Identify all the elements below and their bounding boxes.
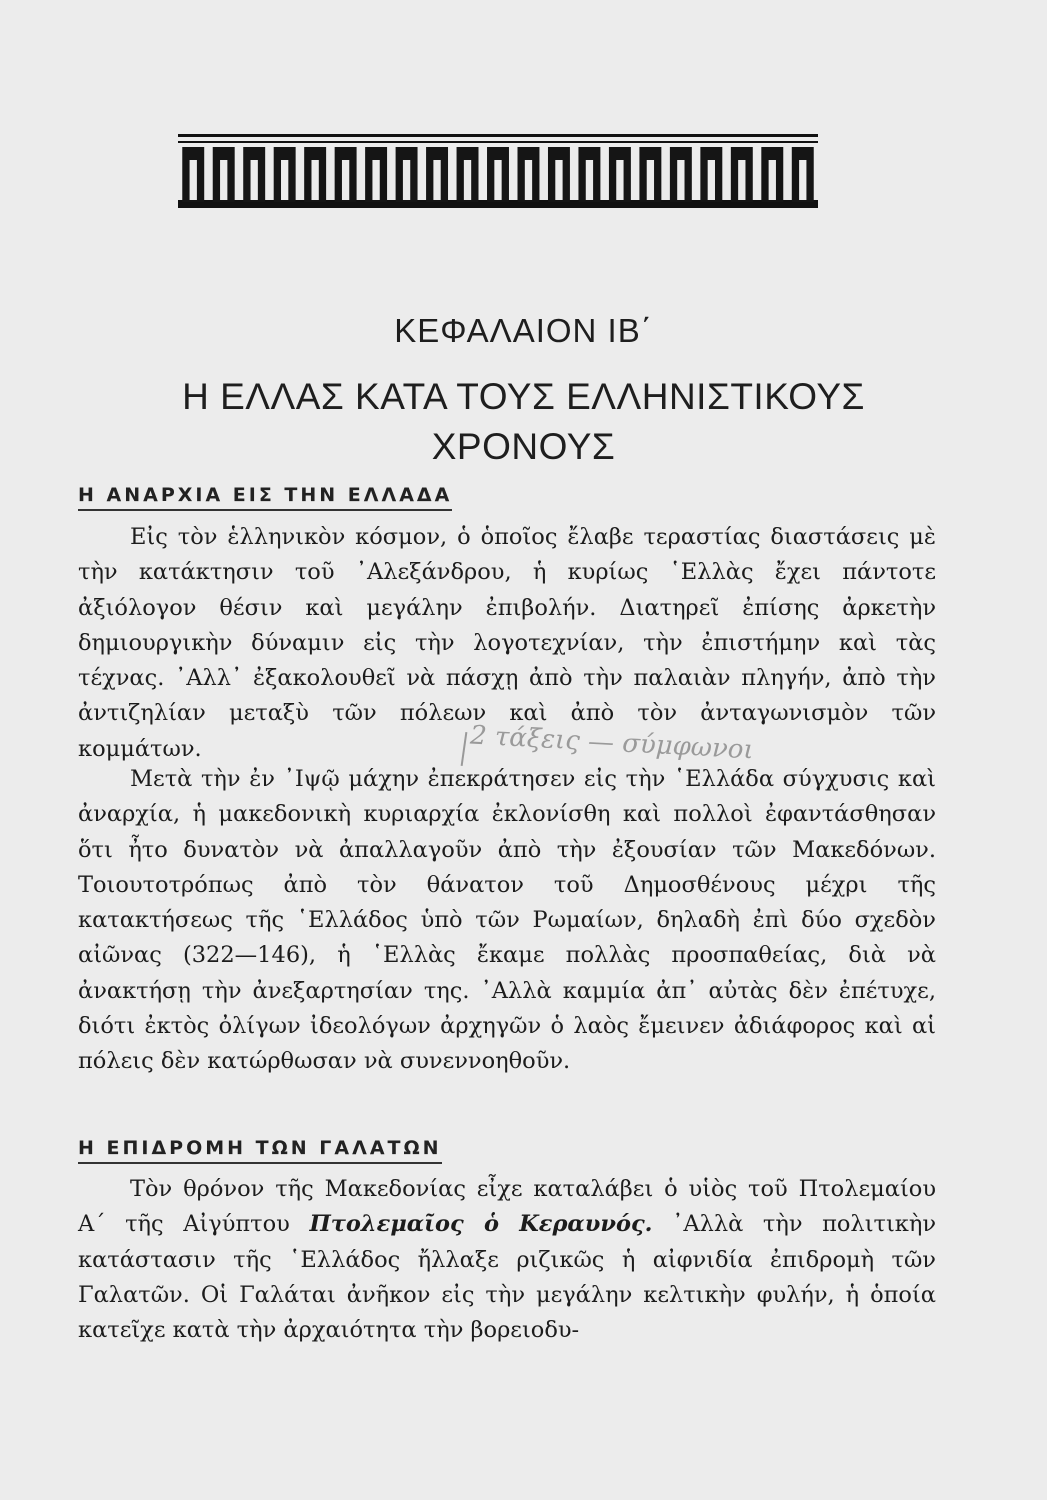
paragraph-text: Μετὰ τὴν ἐν ᾿Ιψῷ μάχην ἐπεκράτησεν εἰς τὴν ῾Ελλάδα σύγχυσις καὶ ἀναρχία, ἡ μακεδονικὴ κυριαρχία ἐκλονίσθη καὶ πολλοὶ ἐφαντάσθησαν ὅτι ἦτο δυνατὸν νὰ ἀπαλλαγοῦν ἀπὸ τὴν ἐξουσίαν τῶν Μακεδόνων. Τοιουτοτρόπως ἀπὸ τὸν θάνατον τοῦ Δημοσθένους μέχρι τῆς κατακτήσεως τῆς ῾Ελλάδος ὑπὸ τῶν Ρωμαίων, δηλαδὴ ἐπὶ δύο σχεδὸν αἰῶνας (322—146), ἡ ῾Ελλὰς ἔκαμε πολλὰς προσπαθείας, διὰ νὰ ἀνακτήσῃ τὴν ἀνεξαρτησίαν της. ᾿Αλλὰ καμμία ἀπ᾿ αὐτὰς δὲν ἐπέτυχε, διότι ἐκτὸς ὀλίγων ἰδεολόγων ἀρχηγῶν ὁ λαὸς ἔμεινεν ἀδιάφορος καὶ αἱ πόλεις δὲν κατώρθωσαν νὰ συνεννοηθοῦν. bbox=[78, 766, 936, 1075]
paragraph bbox=[78, 762, 936, 1080]
paragraph-text-start: Τὸν θρόνον τῆς Μακεδονίας εἶχε καταλάβει ὁ υἱὸς τοῦ Πτολεμαίου Α΄ τῆς Αἰγύπτου bbox=[78, 1176, 936, 1238]
handwritten-margin-note: 2 τάξεις — σύμφωνοι bbox=[469, 720, 755, 766]
chapter-title bbox=[0, 372, 1047, 472]
section-heading-galatians: Η ΕΠΙΔΡΟΜΗ ΤΩΝ ΓΑΛΑΤΩΝ bbox=[78, 1137, 442, 1164]
emphasized-name: Πτολεμαῖος ὁ Κεραυνός. bbox=[309, 1211, 653, 1238]
paragraph-text: Εἰς τὸν ἑλληνικὸν κόσμον, ὁ ὁποῖος ἔλαβε τεραστίας διαστάσεις μὲ τὴν κατάκτησιν τοῦ ᾿Αλεξάνδρου, ἡ κυρίως ῾Ελλὰς ἔχει πάντοτε ἀξιόλογον θέσιν καὶ μεγάλην ἐπιβολήν. Διατηρεῖ ἐπίσης ἀρκετὴν δημιουργικὴν δύναμιν εἰς τὴν λογοτεχνίαν, τὴν ἐπιστήμην καὶ τὰς τέχνας. ᾿Αλλ᾿ ἐξακολουθεῖ νὰ πάσχῃ ἀπὸ τὴν παλαιὰν πληγήν, ἀπὸ τὴν ἀντιζηλίαν μεταξὺ τῶν πόλεων καὶ ἀπὸ τὸν ἀνταγωνισμὸν τῶν κομμάτων. bbox=[78, 524, 936, 762]
section-heading-anarchy: Η ΑΝΑΡΧΙΑ ΕΙΣ ΤΗΝ ΕΛΛΑΔΑ bbox=[78, 484, 452, 511]
chapter-title-line-2: ΧΡΟΝΟΥΣ bbox=[431, 426, 616, 467]
arcade-ornament bbox=[178, 130, 818, 210]
paragraph-text bbox=[78, 1172, 936, 1348]
chapter-title-line-1: Η ΕΛΛΑΣ ΚΑΤΑ ΤΟΥΣ ΕΛΛΗΝΙΣΤΙΚΟΥΣ bbox=[182, 376, 865, 417]
paragraph-text-end: ᾿Αλλὰ τὴν πολιτικὴν κατάστασιν τῆς ῾Ελλάδος ἤλλαξε ριζικῶς ἡ αἰφνιδία ἐπιδρομὴ τῶν Γαλατῶν. Οἱ Γαλάται ἀνῆκον εἰς τὴν μεγάλην κελτικὴν φυλήν, ἡ ὁποία κατεῖχε κατὰ τὴν ἀρχαιότητα τὴν βορειοδυ- bbox=[78, 1211, 937, 1344]
paragraph bbox=[78, 1172, 936, 1348]
chapter-number: ΚΕΦΑΛΑΙΟΝ ΙΒ΄ bbox=[394, 312, 653, 349]
